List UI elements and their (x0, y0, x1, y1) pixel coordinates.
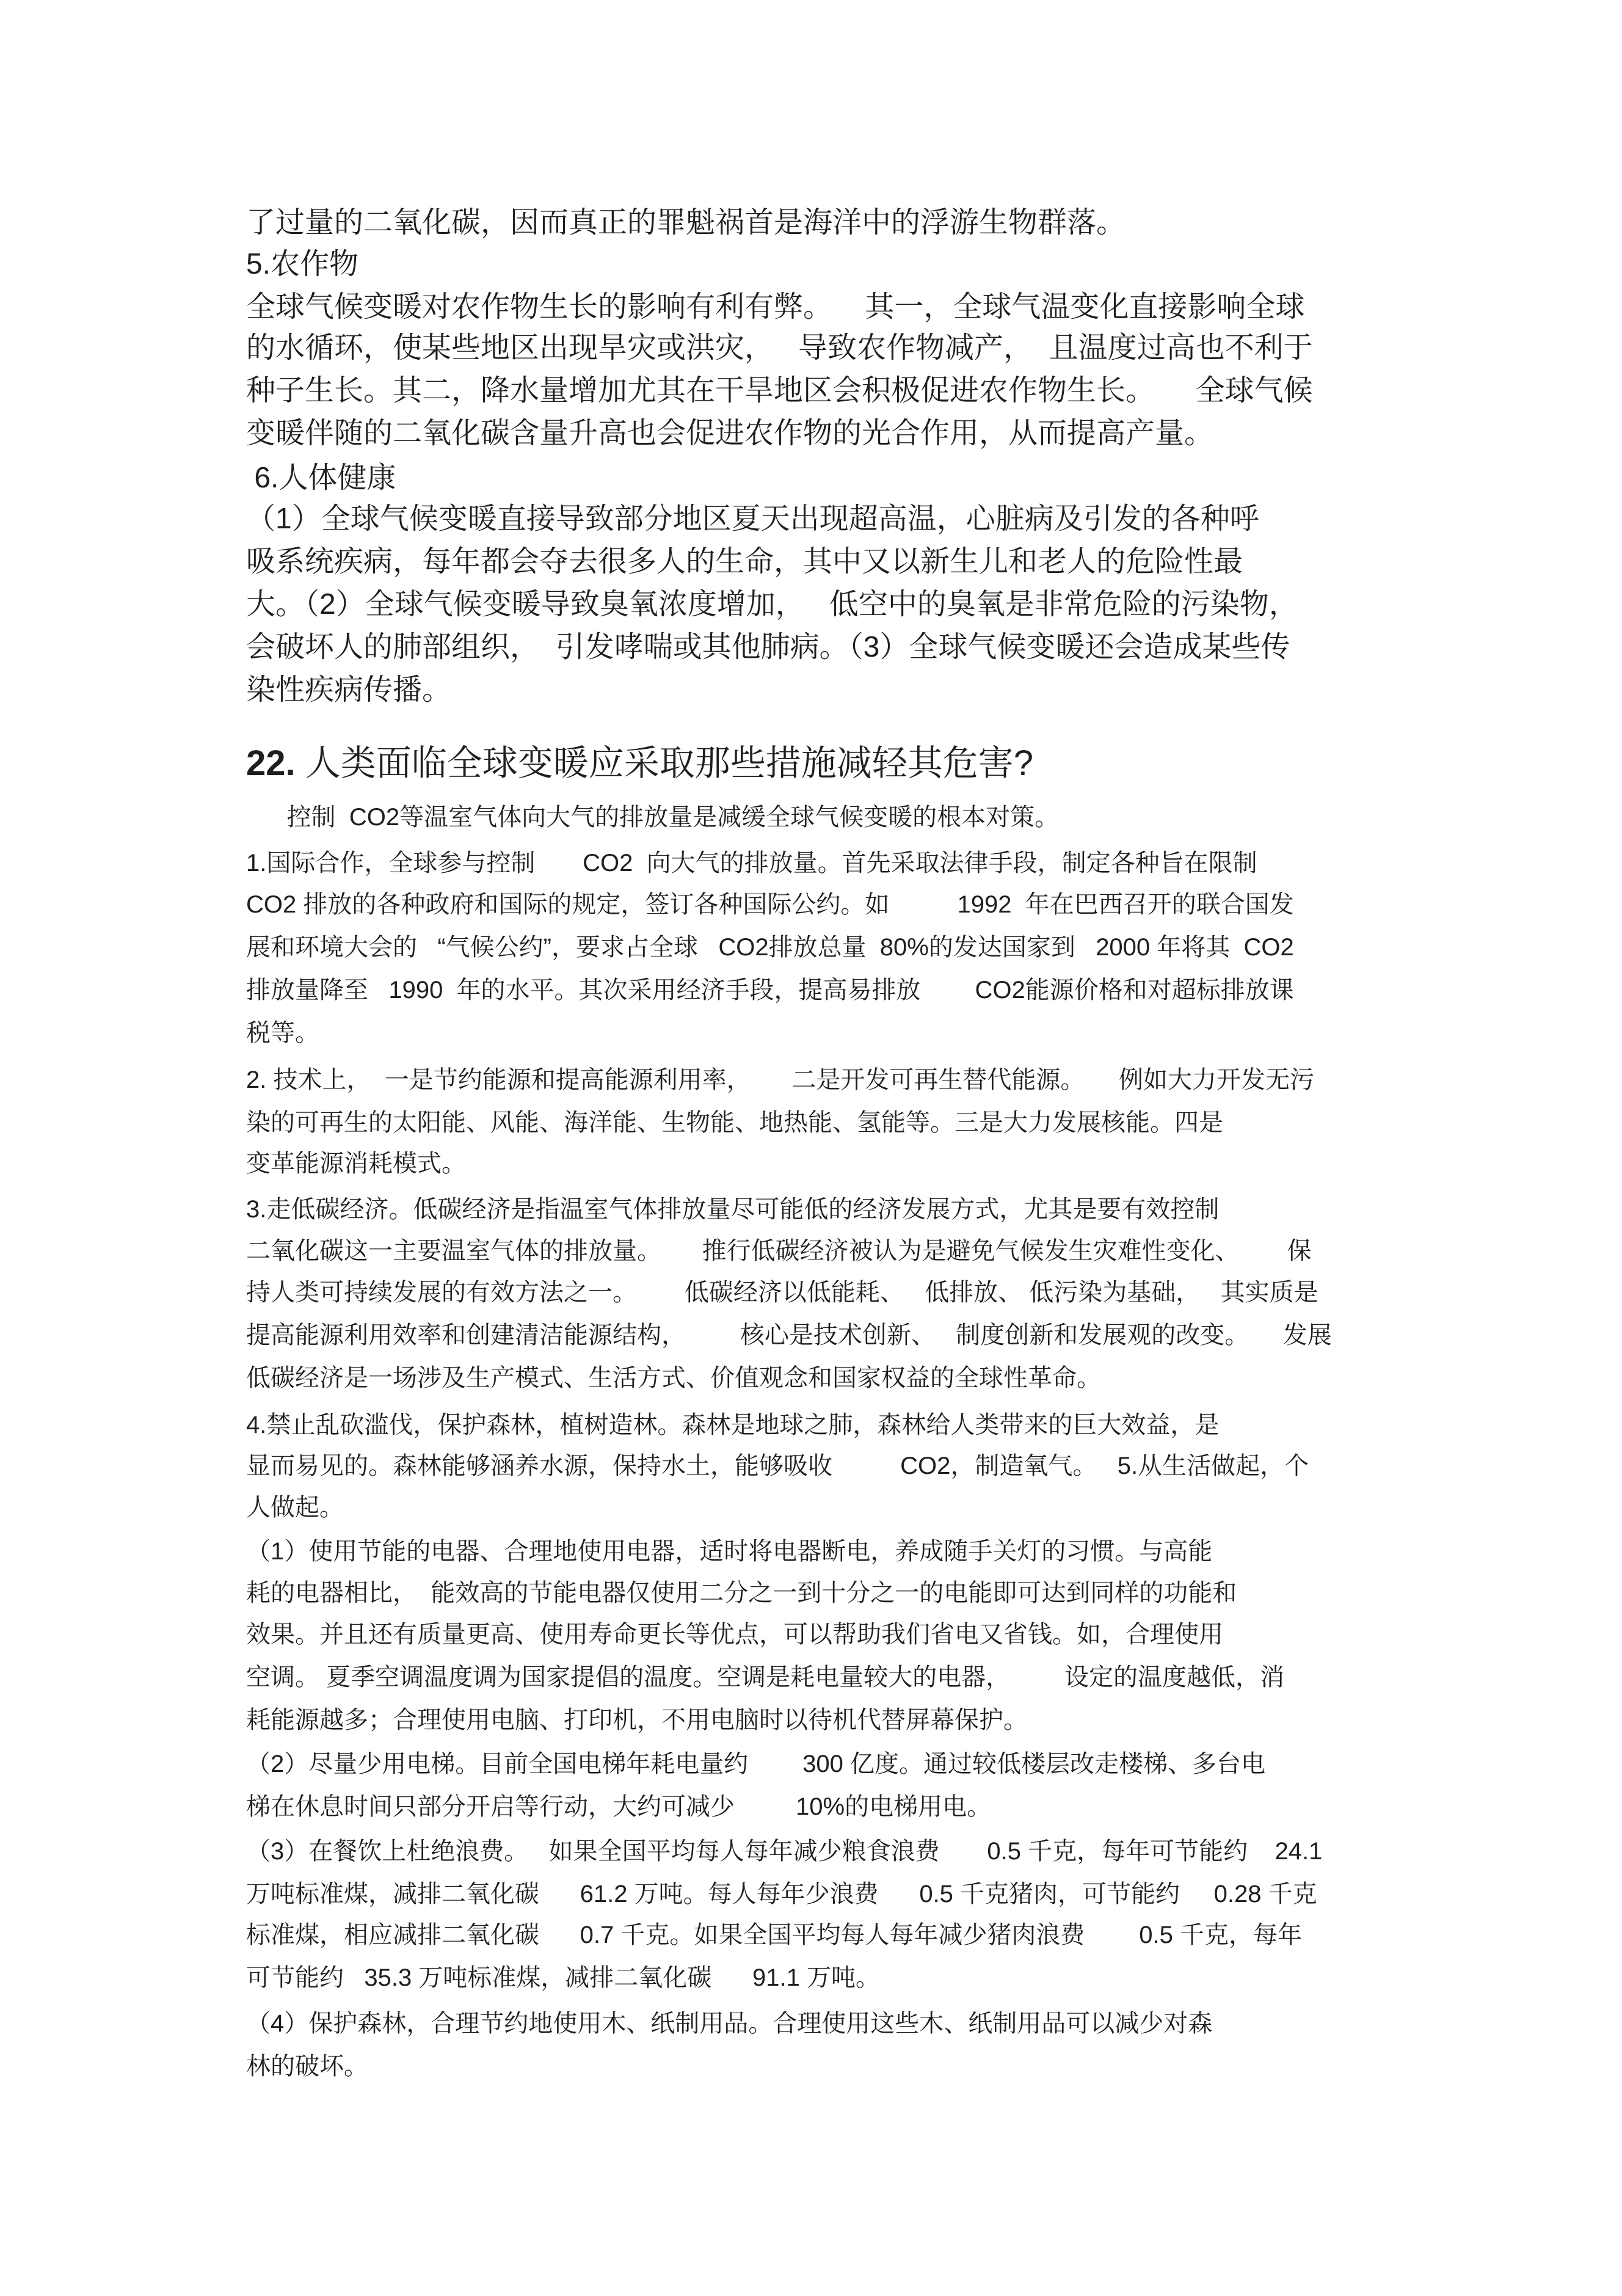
text-line: 4.禁止乱砍滥伐，保护森林，植树造林。森林是地球之肺，森林给人类带来的巨大效益，是 (246, 1412, 1220, 1438)
text-line: 染的可再生的太阳能、风能、海洋能、生物能、地热能、氢能等。三是大力发展核能。四是 (246, 1109, 1223, 1136)
text-line: 标准煤，相应减排二氧化碳 0.7 千克。如果全国平均每人每年减少猪肉浪费 0.5 千克，每年 (246, 1922, 1303, 1948)
text-line: 3.走低碳经济。低碳经济是指温室气体排放量尽可能低的经济发展方式，尤其是要有效控制 (246, 1196, 1220, 1223)
text-line: 控制 CO2等温室气体向大气的排放量是减缓全球气候变暖的根本对策。 (246, 804, 1060, 831)
text-line: 可节能约 35.3 万吨标准煤，减排二氧化碳 91.1 万吨。 (246, 1964, 880, 1991)
heading-number: 22. (246, 743, 296, 783)
text-line: 人做起。 (246, 1494, 344, 1521)
text-line: 全球气候变暖对农作物生长的影响有利有弊。 其一，全球气温变化直接影响全球 (246, 290, 1305, 323)
text-line: 低碳经济是一场涉及生产模式、生活方式、价值观念和国家权益的全球性革命。 (246, 1365, 1101, 1391)
text-line: 持人类可持续发展的有效方法之一。 低碳经济以低能耗、 低排放、 低污染为基础， 其实质是 (246, 1279, 1318, 1306)
text-line: 的水循环，使某些地区出现旱灾或洪灾， 导致农作物减产， 且温度过高也不利于 (246, 331, 1313, 364)
text-line: 1.国际合作，全球参与控制 CO2 向大气的排放量。首先采取法律手段，制定各种旨在限制 (246, 850, 1257, 876)
text-line: 大。（2）全球气候变暖导致臭氧浓度增加， 低空中的臭氧是非常危险的污染物， (246, 588, 1298, 621)
text-line: （1）全球气候变暖直接导致部分地区夏天出现超高温，心脏病及引发的各种呼 (246, 502, 1259, 535)
text-line: （1）使用节能的电器、合理地使用电器，适时将电器断电，养成随手关灯的习惯。与高能 (246, 1538, 1213, 1565)
section-heading (246, 743, 1034, 783)
text-line: 种子生长。其二，降水量增加尤其在干旱地区会积极促进农作物生长。 全球气候 (246, 374, 1313, 407)
text-line: （3）在餐饮上杜绝浪费。 如果全国平均每人每年减少粮食浪费 0.5 千克，每年可节能约 24.1 (246, 1838, 1323, 1865)
text-line: 耗能源越多；合理使用电脑、打印机，不用电脑时以待机代替屏幕保护。 (246, 1707, 1028, 1733)
text-line: CO2 排放的各种政府和国际的规定，签订各种国际公约。如 1992 年在巴西召开的联合国发 (246, 891, 1294, 918)
heading-text: 人类面临全球变暖应采取那些措施减轻其危害? (295, 743, 1034, 783)
text-line: 6.人体健康 (246, 461, 396, 494)
text-line: 效果。并且还有质量更高、使用寿命更长等优点，可以帮助我们省电又省钱。如，合理使用 (246, 1621, 1223, 1648)
text-line: 提高能源利用效率和创建清洁能源结构， 核心是技术创新、 制度创新和发展观的改变。 发展 (246, 1322, 1332, 1349)
text-line: 5.农作物 (246, 247, 359, 280)
text-line: 展和环境大会的 “气候公约”，要求占全球 CO2排放总量 80%的发达国家到 2000 年将其 CO2 (246, 934, 1294, 961)
text-line: 耗的电器相比， 能效高的节能电器仅使用二分之一到十分之一的电能即可达到同样的功能和 (246, 1580, 1237, 1606)
text-line: 会破坏人的肺部组织， 引发哮喘或其他肺病。（3）全球气候变暖还会造成某些传 (246, 630, 1290, 663)
text-line: 吸系统疾病，每年都会夺去很多人的生命，其中又以新生儿和老人的危险性最 (246, 545, 1243, 578)
text-line: 显而易见的。森林能够涵养水源，保持水土，能够吸收 CO2，制造氧气。 5.从生活做起，个 (246, 1452, 1309, 1479)
text-line: （4）保护森林，合理节约地使用木、纸制用品。合理使用这些木、纸制用品可以减少对森 (246, 2010, 1213, 2037)
text-line: 万吨标准煤，减排二氧化碳 61.2 万吨。每人每年少浪费 0.5 千克猪肉，可节能约 0.28 千克 (246, 1881, 1317, 1908)
text-line: 染性疾病传播。 (246, 673, 452, 706)
text-line: 林的破坏。 (246, 2053, 368, 2080)
text-line: 变暖伴随的二氧化碳含量升高也会促进农作物的光合作用，从而提高产量。 (246, 417, 1214, 450)
text-line: 梯在休息时间只部分开启等行动，大约可减少 10%的电梯用电。 (246, 1793, 992, 1820)
text-line: 二氧化碳这一主要温室气体的排放量。 推行低碳经济被认为是避免气候发生灾难性变化、 保 (246, 1237, 1312, 1264)
text-line: 排放量降至 1990 年的水平。其次采用经济手段，提高易排放 CO2能源价格和对超标排放课 (246, 977, 1294, 1004)
text-line: 变革能源消耗模式。 (246, 1150, 466, 1177)
text-line: 税等。 (246, 1019, 319, 1046)
text-line: 了过量的二氧化碳，因而真正的罪魁祸首是海洋中的浮游生物群落。 (246, 206, 1126, 239)
text-line: （2）尽量少用电梯。目前全国电梯年耗电量约 300 亿度。通过较低楼层改走楼梯、多台电 (246, 1751, 1266, 1777)
text-line: 2. 技术上， 一是节约能源和提高能源利用率， 二是开发可再生替代能源。 例如大力开发无污 (246, 1066, 1314, 1093)
text-line: 空调。 夏季空调温度调为国家提倡的温度。空调是耗电量较大的电器， 设定的温度越低，消 (246, 1664, 1285, 1691)
